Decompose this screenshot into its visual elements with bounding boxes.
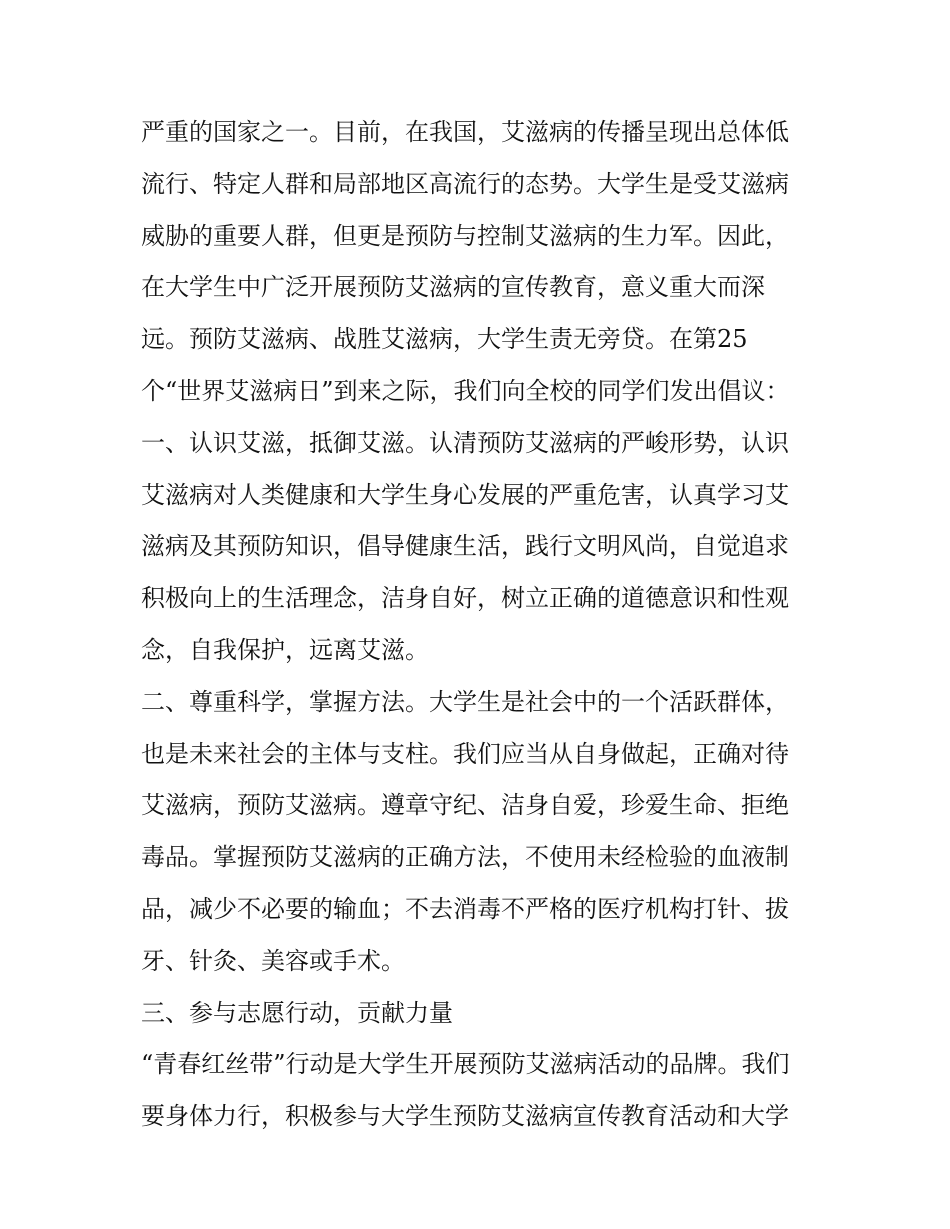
body-text [141,107,831,1143]
text-line: 个“世界艾滋病日”到来之际，我们向全校的同学们发出倡议： [141,376,790,405]
text-line: 毒品。掌握预防艾滋病的正确方法，不使用未经检验的血液制 [141,843,789,872]
text-line: “青春红丝带”行动是大学生开展预防艾滋病活动的品牌。我们 [141,1050,790,1079]
text-line: 滋病及其预防知识，倡导健康生活，践行文明风尚，自觉追求 [141,532,789,561]
text-line: 品，减少不必要的输血；不去消毒不严格的医疗机构打针、拔 [141,894,789,923]
text-line: 三、参与志愿行动，贡献力量 [141,998,453,1027]
text-line: 也是未来社会的主体与支柱。我们应当从自身做起，正确对待 [141,739,789,768]
text-line: 流行、特定人群和局部地区高流行的态势。大学生是受艾滋病 [141,169,789,198]
text-line: 艾滋病对人类健康和大学生身心发展的严重危害，认真学习艾 [141,480,789,509]
text-line: 在大学生中广泛开展预防艾滋病的宣传教育，意义重大而深 [141,273,765,302]
text-line: 念，自我保护，远离艾滋。 [141,635,429,664]
text-line: 积极向上的生活理念，洁身自好，树立正确的道德意识和性观 [141,584,789,613]
text-line: 牙、针灸、美容或手术。 [141,946,405,975]
text-line: 严重的国家之一。目前，在我国，艾滋病的传播呈现出总体低 [141,118,789,146]
text-line: 要身体力行，积极参与大学生预防艾滋病宣传教育活动和大学 [141,1102,789,1131]
text-line: 一、认识艾滋，抵御艾滋。认清预防艾滋病的严峻形势，认识 [141,428,789,457]
text-line: 威胁的重要人群，但更是预防与控制艾滋病的生力军。因此， [141,221,789,250]
text-line: 二、尊重科学，掌握方法。大学生是社会中的一个活跃群体， [141,687,789,716]
text-line: 艾滋病，预防艾滋病。遵章守纪、洁身自爱，珍爱生命、拒绝 [141,791,789,820]
text-line: 远。预防艾滋病、战胜艾滋病，大学生责无旁贷。在第25 [141,325,748,354]
